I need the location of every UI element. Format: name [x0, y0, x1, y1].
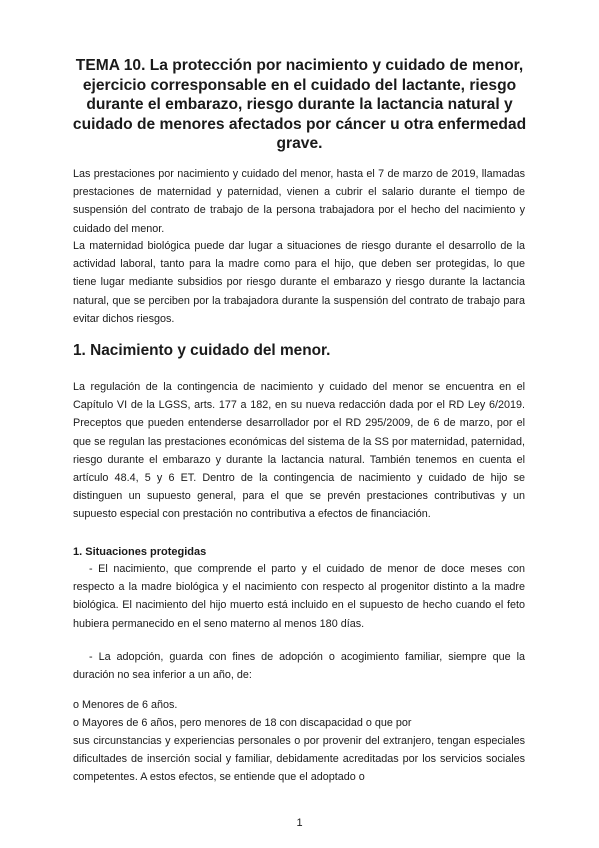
section-heading-1: 1. Nacimiento y cuidado del menor.	[73, 342, 331, 359]
subsection-heading-situaciones: 1. Situaciones protegidas	[73, 546, 207, 558]
document-title: TEMA 10. La protección por nacimiento y cuidado de menor, ejercicio corresponsable en el cuidado del lactante, riesgo durante el embarazo, riesgo durante la lactancia natural y cuidado de menores afectados por cáncer u otra enfermedad grave.	[72, 57, 527, 152]
intro-paragraph-1: Las prestaciones por nacimiento y cuidado del menor, hasta el 7 de marzo de 2019, llamadas prestaciones de maternidad y paternidad, vienen a cubrir el salario durante el tiempo de suspensión del contrato de trabajo de la persona trabajadora por el hecho del nacimiento y cuidado del menor.	[73, 168, 525, 235]
bullet-menores-6: o Menores de 6 años.	[73, 699, 178, 711]
list-item-nacimiento: - El nacimiento, que comprende el parto y el cuidado de menor de doce meses con respecto a la madre biológica y el nacimiento con respecto al progenitor distinto a la madre biológica. El nacimiento del hijo muerto está incluido en el supuesto de hecho cuando el feto hubiera permanecido en el seno materno al menos 180 días.	[73, 563, 525, 630]
page-number: 1	[296, 817, 303, 829]
list-item-adopcion: - La adopción, guarda con fines de adopción o acogimiento familiar, siempre que la duración no sea inferior a un año, de:	[73, 651, 525, 682]
bullet-continuation-paragraph: sus circunstancias y experiencias personales o por provenir del extranjero, tengan especiales dificultades de inserción social y familiar, debidamente acreditadas por los servicios sociales competentes. A estos efectos, se entiende que el adoptado o	[73, 735, 525, 784]
section-1-paragraph: La regulación de la contingencia de nacimiento y cuidado del menor se encuentra en el Capítulo VI de la LGSS, arts. 177 a 182, en su nueva redacción dada por el RD Ley 6/2019. Preceptos que pueden entenderse desarrollador por el RD 295/2009, de 6 de marzo, por el que se regulan las prestaciones económicas del sistema de la SS por maternidad, paternidad, riesgo durante el embarazo y durante la lactancia natural. También tenemos en cuenta el artículo 48.4, 5 y 6 ET. Dentro de la contingencia de nacimiento y cuidado de hijo se distinguen un supuesto general, para el que se prevén prestaciones contributivas y un supuesto especial con prestación no contributiva a efectos de financiación.	[73, 381, 525, 521]
bullet-mayores-6: o Mayores de 6 años, pero menores de 18 con discapacidad o que por	[73, 717, 412, 729]
intro-paragraph-2: La maternidad biológica puede dar lugar a situaciones de riesgo durante el desarrollo de la actividad laboral, tanto para la madre como para el hijo, que deben ser protegidas, lo que tiene lugar mediante subsidios por riesgo durante el embarazo y riesgo durante la lactancia natural, que se perciben por la trabajadora durante la suspensión del contrato de trabajo para evitar dichos riesgos.	[73, 240, 525, 325]
